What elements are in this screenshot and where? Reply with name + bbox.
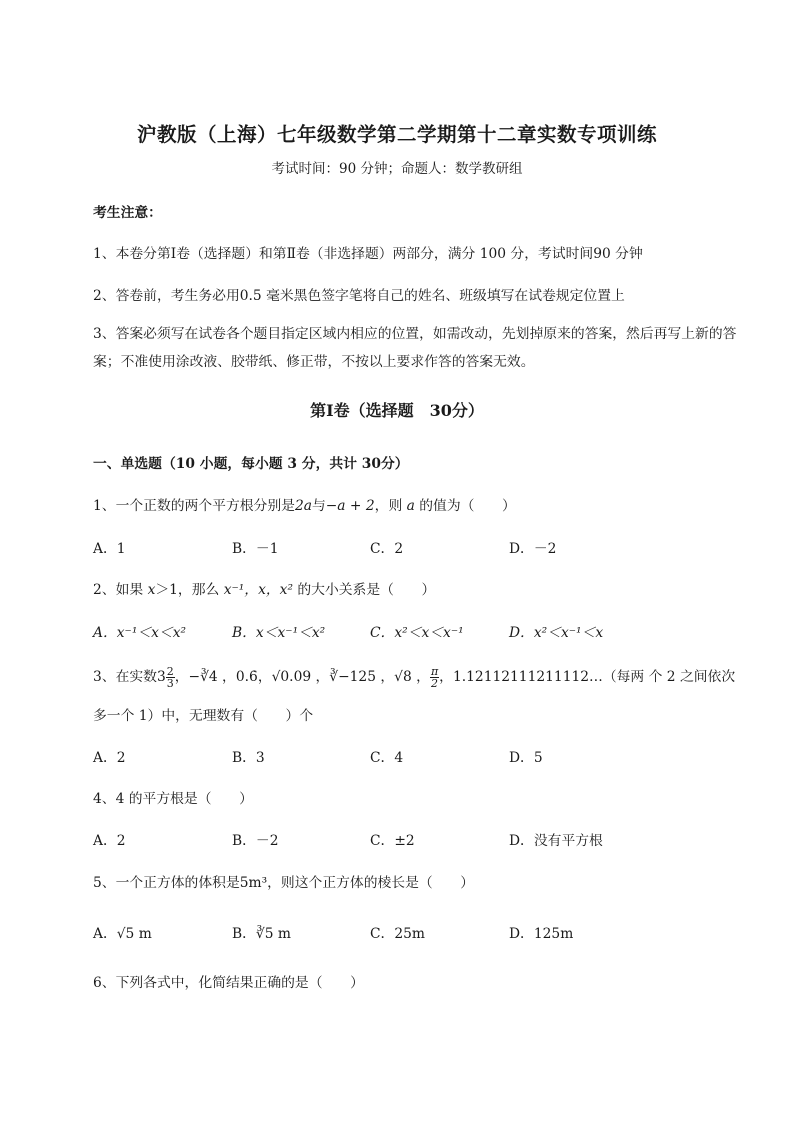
q1-option-b: B．－1 [232, 541, 279, 557]
exam-title: 沪教版（上海）七年级数学第二学期第十二章实数专项训练 [136, 123, 657, 146]
q3-int-part: 3 [156, 669, 166, 685]
question-4: 4、4 的平方根是（ ） [93, 791, 253, 807]
q1-option-c: C．2 [370, 541, 404, 557]
q3-item5: ，1.12112111211112…（每两 个 2 之间依次 [439, 669, 736, 685]
q4-option-b: B．－2 [232, 833, 279, 849]
q1-end: 的值为（ ） [419, 498, 516, 514]
q3-frac-den: 3 [166, 677, 174, 690]
q3-pi-num: π [430, 665, 439, 678]
part-heading: 一、单选题（10 小题，每小题 3 分，共计 30分） [93, 456, 409, 472]
q2-option-a: A．x⁻¹＜x＜x² [93, 625, 187, 641]
q3-option-a: A．2 [93, 750, 126, 766]
q3-frac-num: 2 [166, 665, 174, 678]
q5-option-a: A．√5 m [93, 926, 152, 942]
q3-fraction [166, 666, 175, 689]
q3-line-2: 多一个 1）中，无理数有（ ）个 [93, 708, 314, 724]
q1-option-d: D．－2 [509, 541, 557, 557]
q2-list: x⁻¹，x，x² [223, 582, 293, 598]
q2-cond-rest: ＞1，那么 [155, 582, 220, 598]
notice-item-1: 1、本卷分第Ⅰ卷（选择题）和第Ⅱ卷（非选择题）两部分，满分 100 分，考试时间90 分钟 [93, 246, 643, 262]
q2-suffix: 的大小关系是（ ） [297, 582, 436, 598]
q2-option-b: B．x＜x⁻¹＜x² [232, 625, 326, 641]
q5-option-c: C．25m [370, 926, 425, 942]
notice-item-2: 2、答卷前，考生务必用0.5 毫米黑色签字笔将自己的姓名、班级填写在试卷规定位置上 [93, 288, 625, 304]
q2-option-d: D．x²＜x⁻¹＜x [509, 625, 604, 641]
q3-prefix: 3、在实数 [93, 669, 157, 685]
notice-item-3: 3、答案必须写在试卷各个题目指定区域内相应的位置，如需改动，先划掉原来的答案，然后再写上新的答案；不准使用涂改液、胶带纸、修正带，不按以上要求作答的答案无效。 [93, 326, 737, 370]
question-2 [93, 578, 435, 598]
q4-option-a: A．2 [93, 833, 126, 849]
q1-var: a [406, 498, 415, 514]
q4-option-c: C．±2 [370, 833, 415, 849]
q1-expr2: −a + 2 [325, 498, 375, 514]
q2-option-c: C．x²＜x＜x⁻¹ [370, 625, 464, 641]
q3-item2: ，−∛4 ， [174, 669, 236, 685]
section-title: 第Ⅰ卷（选择题 30分） [310, 401, 484, 420]
q1-mid: 与 [311, 498, 326, 514]
question-6: 6、下列各式中，化简结果正确的是（ ） [93, 975, 364, 991]
notice-heading: 考生注意： [93, 205, 162, 221]
q3-item4: ，√0.09 ，∛−125 ，√8 ， [257, 669, 430, 685]
q2-cond: x [147, 582, 156, 598]
question-3 [93, 664, 735, 690]
q3-option-d: D．5 [509, 750, 543, 766]
exam-subtitle: 考试时间：90 分钟；命题人：数学教研组 [271, 161, 523, 177]
q3-pi-den: 2 [431, 677, 439, 690]
q1-prefix: 1、一个正数的两个平方根分别是 [93, 498, 295, 514]
q5-option-d: D．125m [509, 926, 574, 942]
question-1 [93, 494, 516, 514]
q3-pi-fraction [430, 666, 439, 689]
q4-option-d: D．没有平方根 [509, 833, 603, 849]
q1-option-a: A．1 [93, 541, 126, 557]
q1-expr1: 2a [294, 498, 312, 514]
q3-option-c: C．4 [370, 750, 404, 766]
q3-option-b: B．3 [232, 750, 265, 766]
q3-item3: 0.6̇ [235, 669, 258, 685]
q5-option-b: B．∛5 m [232, 926, 291, 942]
question-5: 5、一个正方体的体积是5m³，则这个正方体的棱长是（ ） [93, 875, 475, 891]
q1-suffix: ，则 [374, 498, 403, 514]
q2-prefix: 2、如果 [93, 582, 144, 598]
